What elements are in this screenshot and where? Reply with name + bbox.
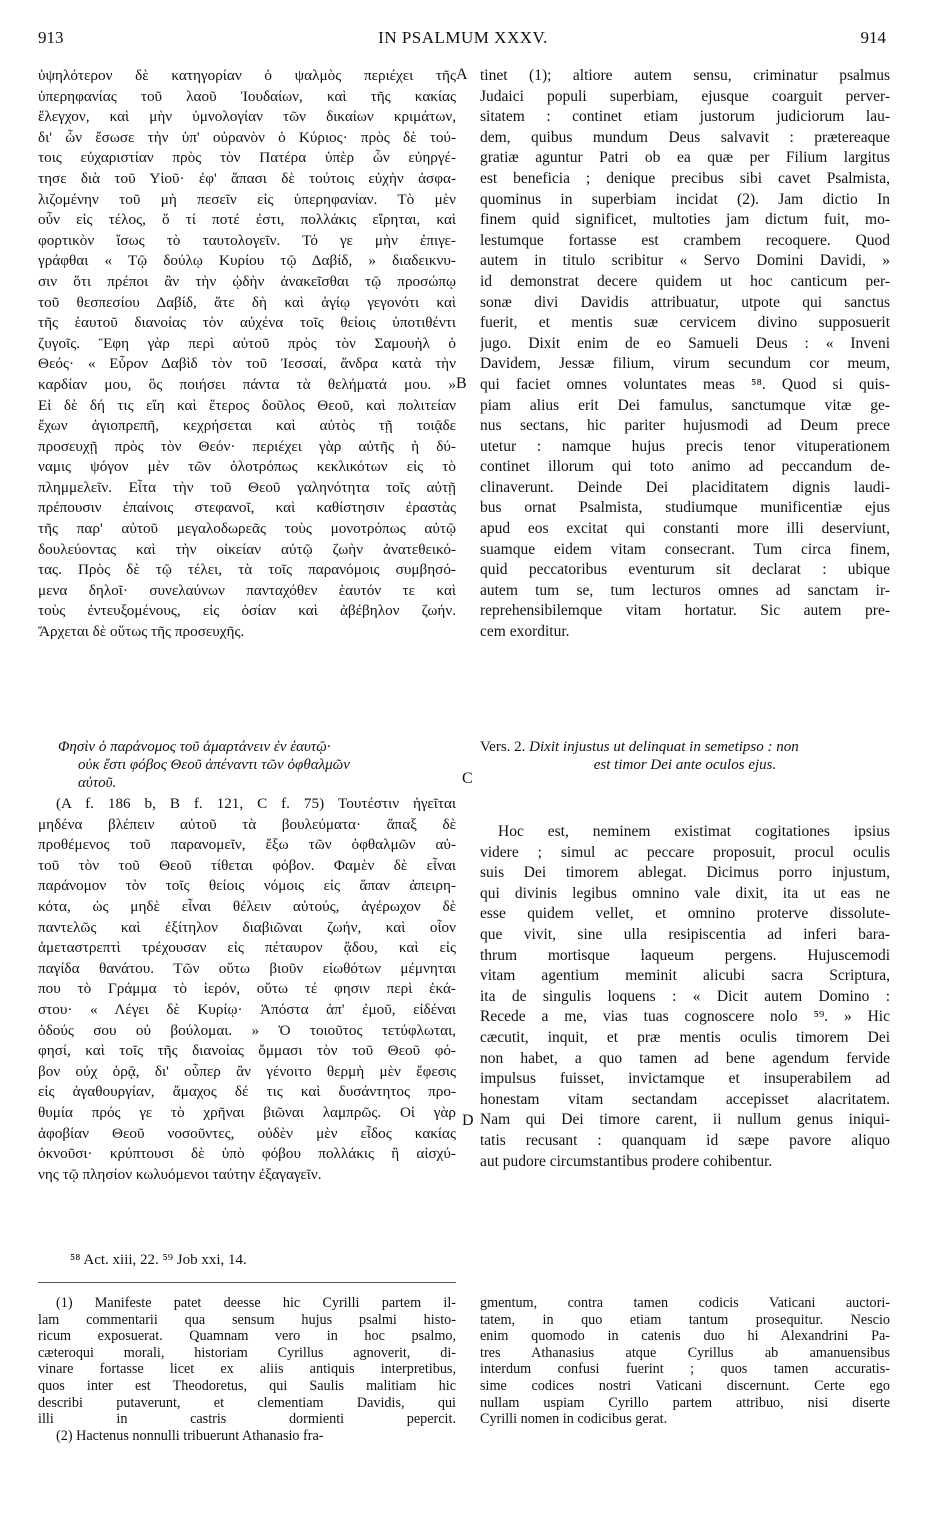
latin-line: lestumque fortasse est crambem recoquere. Quod xyxy=(480,231,890,249)
footnote-line: tatem, in quo etiam tantum prosequitur. Nescio xyxy=(480,1311,890,1328)
footnote-line: Cyrilli nomen in codicibus gerat. xyxy=(480,1411,668,1428)
latin-line: Hoc est, neminem existimat cogitationes ipsius xyxy=(498,823,890,840)
latin-line: utetur : namque hujus precis tenor vituperationem xyxy=(480,437,890,455)
greek-line: παράνομον τὸν τοῖς θείοις νόμοις εἰς ἅπαν ἀπειρη- xyxy=(38,877,456,895)
latin-line: impulsus fuisset, invictamque et insuperabilem ad xyxy=(480,1070,890,1088)
footnote-line: tres Athanasius atque Cyrillus ab amanuensibus xyxy=(480,1344,890,1361)
greek-line: φορτικὸν ἴσως τὸ ταυτολογεῖν. Τό γε μὴν ἐπιγε- xyxy=(38,231,456,249)
latin-commentary xyxy=(480,822,890,1172)
greek-line: ναμις ψόγον μὲν τῶν ὁλοτρόπως κεκλικότων εἰς τὸ xyxy=(38,458,456,476)
latin-line: jugo. Dixit enim de eo Samueli Deus : « Inveni xyxy=(480,334,890,352)
footnote-line: enim quomodo in catenis duo hi Alexandrini Pa- xyxy=(480,1328,890,1345)
latin-line: sonæ divi Davidis attribuatur, utpote qui sanctus xyxy=(480,293,890,311)
page-number-right: 914 xyxy=(860,28,886,47)
greek-column xyxy=(38,66,456,643)
latin-line: cæcutit, inquit, et præ mentis oculis timorem Dei xyxy=(480,1028,890,1046)
greek-line: τοῦ τὸν τοῦ Θεοῦ τίθεται φόβον. Φαμὲν δὲ εἶναι xyxy=(38,856,456,874)
latin-line: tinet (1); altiore autem sensu, criminatur psalmus xyxy=(480,67,890,84)
margin-letter-d: D xyxy=(462,1112,474,1129)
greek-line: παντελῶς καὶ ἐξίτηλον διαβιῶναι ζωήν, καὶ οἷον xyxy=(38,918,456,936)
latin-line: esse quidem vellet, et omnino proterve dissolute- xyxy=(480,905,890,923)
latin-line: aut pudore circumstantibus prodere cohibentur. xyxy=(480,1152,773,1170)
greek-line: πλημμελεῖν. Εἶτα τὴν τοῦ Θεοῦ γαληνότητα τοῖς αὐτῇ xyxy=(38,478,456,496)
latin-line: id demonstrat decere quidem ut hoc canticum per- xyxy=(480,272,890,290)
greek-line: τας. Πρὸς δὲ τῷ τέλει, τὰ τοῖς παρανόμοις συμβησό- xyxy=(38,561,456,579)
greek-line: ἔλεγχον, καὶ μὴν ὑμνολογίαν τῶν δικαίων κριμάτων, xyxy=(38,108,456,126)
latin-line: autem in titulo scribitur « Servo Domini Davidi, » xyxy=(480,252,890,270)
greek-line: ὑπερηφανίας τοῦ λαοῦ Ἰουδαίων, καὶ τῆς κακίας xyxy=(38,87,456,105)
greek-line: βον οὐχ ὁρᾷ, δι' οὗπερ ἂν γένοιτο θερμὴ μὲν ἔφεσις xyxy=(38,1062,456,1080)
footnote-line: ricum exposuerat. Quamnam vero in hoc psalmo, xyxy=(38,1328,456,1345)
latin-line: ita de singulis loquens : « Dicit autem Domino : xyxy=(480,987,890,1005)
latin-line: que vivit, sine ulla resipiscentia ad inferi bara- xyxy=(480,925,890,943)
greek-line: οὖν εἰς τέλος, ὅ τί ποτέ ἐστι, πολλάκις εἴρηται, καὶ xyxy=(38,211,456,229)
footnote-line: lam commentarii qua sensum hujus psalmi histo- xyxy=(38,1311,456,1328)
running-header xyxy=(0,28,926,52)
greek-line: ἀμεταστρεπτὶ τρέχουσαν εἰς πέταυρον ᾅδου, καὶ εἰς xyxy=(38,939,456,957)
latin-line: qui divinis legibus omnino vale dixit, ita ut eas ne xyxy=(480,884,890,902)
latin-line: qui faciet omnes voluntates meas ⁵⁸. Quod si quis- xyxy=(480,375,890,393)
footnotes-right xyxy=(480,1295,890,1428)
footnote-rule xyxy=(38,1282,456,1283)
greek-line: ὁδούς σου οὐ βούλομαι. » Ὁ τοιοῦτος τετύφλωται, xyxy=(38,1021,456,1039)
latin-line: suamque eidem vitam consecrant. Tum circa finem, xyxy=(480,540,890,558)
latin-line: videre ; simul ac peccare proposuit, procul oculis xyxy=(480,843,890,861)
footnote-line: (2) Hactenus nonnulli tribuerunt Athanasio fra- xyxy=(56,1427,324,1444)
greek-line: προθέμενος τοῦ παρανομεῖν, ἔξω τῶν ὀφθαλμῶν αὐ- xyxy=(38,836,456,854)
greek-line: μηδένα βλέπειν αὐτοῦ τὰ βουλεύματα· ἅπαξ δὲ xyxy=(38,815,456,833)
latin-line: Nam qui Dei timore carent, ii nullum genus iniqui- xyxy=(480,1111,890,1129)
greek-line: σιν ὅτι πρέποι ἂν τὴν ᾠδὴν ἀνακεῖσθαι τῷ προσώπῳ xyxy=(38,272,456,290)
latin-line: fuerit, et mentis suæ cervicem divino supposuerit xyxy=(480,314,890,332)
footnote-line: nullam uspiam Cyrillo partem attribuo, nisi diserte xyxy=(480,1394,890,1411)
greek-verse-line: αὐτοῦ. xyxy=(78,775,117,791)
greek-line: ἔχων ἁγιοπρεπῆ, κεχρήσεται καὶ αὐτὸς τῇ τοιᾷδε xyxy=(38,417,456,435)
latin-line: Recede a me, vias tuas cognoscere nolo ⁵⁹. » Hic xyxy=(480,1008,890,1026)
latin-line: est beneficia ; denique precibus sibi cavet Psalmista, xyxy=(480,169,890,187)
greek-line: θυμία πρός γε τὸ χρῆναι βιῶναι λαμπρῶς. Οἱ γὰρ xyxy=(38,1103,456,1121)
greek-line: τῆς παρ' αὐτοῦ μεγαλοδωρεᾶς τοὺς μονοτρόπως αὐτῷ xyxy=(38,520,456,538)
greek-line: ἀφοβίαν Θεοῦ νοσοῦντες, οὐδὲν μὲν εἶδος κακίας xyxy=(38,1124,456,1142)
greek-commentary xyxy=(38,794,456,1185)
latin-line: Judaici populi superbiam, ejusque coarguit perver- xyxy=(480,87,890,105)
greek-line: στου· « Λέγει δὲ Κυρίῳ· Ἀπόστα ἀπ' ἐμοῦ, εἰδέναι xyxy=(38,1000,456,1018)
latin-verse-line-1: Dixit injustus ut delinquat in semetipso : non xyxy=(529,739,799,755)
greek-line: καρδίαν μου, ὃς ποιήσει πάντα τὰ θελήματά μου. » xyxy=(38,375,456,393)
footnote-line: quos inter est Theodoretus, qui Saulis malitiam hic xyxy=(38,1377,456,1394)
footnote-line: gmentum, contra tamen codicis Vaticani auctori- xyxy=(480,1295,890,1311)
margin-letter-b: B xyxy=(456,375,467,392)
greek-verse xyxy=(58,738,458,792)
latin-verse-line-2: est timor Dei ante oculos ejus. xyxy=(593,757,777,773)
latin-line: tatis recusant : quanquam id sæpe pavore aliquo xyxy=(480,1131,890,1149)
greek-line: ὑψηλότερον δὲ κατηγορίαν ὁ ψαλμὸς περιέχει τῆς xyxy=(38,67,456,84)
latin-line: finem quid significet, multoties jam dictum fuit, mo- xyxy=(480,211,890,229)
greek-line: τοῦ θεσπεσίου Δαβίδ, ἅτε δὴ καὶ ἁγίῳ γεγονότι καὶ xyxy=(38,293,456,311)
running-title: IN PSALMUM XXXV. xyxy=(378,28,548,47)
verse-label: Vers. 2. xyxy=(480,739,526,755)
footnote-line: cæteroqui morali, historiam Cyrillus agnoverit, di- xyxy=(38,1344,456,1361)
latin-line: quominus in superbiam incidat (2). Jam dictio In xyxy=(480,190,890,208)
latin-line: honestam vitam sectandam accepisset alacritatem. xyxy=(480,1090,890,1108)
latin-line: apud eos excitat qui constanti more illi deserviunt, xyxy=(480,520,890,538)
greek-line: μενα δηλοῖ· συνελαύνων πανταχόθεν ἑαυτόν τε καὶ xyxy=(38,581,456,599)
greek-line: τησε διὰ τοῦ Υἱοῦ· ἐφ' ἅπασι δὲ τούτοις εὐχὴν ἀσφα- xyxy=(38,169,456,187)
latin-line: gratiæ aguntur Patri ob ea quæ per Filium largitus xyxy=(480,149,890,167)
latin-column xyxy=(480,66,890,643)
latin-line: nus sectans, hic pariter hujusmodi ad Deum prece xyxy=(480,417,890,435)
greek-verse-line: οὐκ ἔστι φόβος Θεοῦ ἀπέναντι τῶν ὀφθαλμῶν xyxy=(78,757,350,773)
greek-line: τοὺς ἐντευξομένους, εἰς ὁσίαν καὶ ἀβέβηλον ζωήν. xyxy=(38,602,456,620)
latin-line: non habet, a quo tamen ad bene agendum fervide xyxy=(480,1049,890,1067)
greek-line: ζυγοῖς. Ἔφη γὰρ περὶ αὐτοῦ πρὸς τὸν Σαμουὴλ ὁ xyxy=(38,334,456,352)
footnote-line: illi in castris dormienti pepercit. xyxy=(38,1411,456,1428)
latin-line: dem, quibus mundum Deus salvavit : prætereaque xyxy=(480,128,890,146)
footnotes-left xyxy=(38,1295,456,1444)
greek-line: Θεός· « Εὗρον Δαβὶδ τὸν τοῦ Ἰεσσαί, ἄνδρα κατὰ τὴν xyxy=(38,355,456,373)
footnote-line: sime codices nostri Vaticani discernunt. Certe ego xyxy=(480,1377,890,1394)
footnote-line: vinare fortasse licet ex aliis antiquis interpretibus, xyxy=(38,1361,456,1378)
greek-line: που τὸ Γράμμα τὸ ἱερόν, οὕτω τέ φησιν περὶ ἑκά- xyxy=(38,980,456,998)
greek-line: Ἄρχεται δὲ οὕτως τῆς προσευχῆς. xyxy=(38,623,245,641)
greek-verse-line: Φησὶν ὁ παράνομος τοῦ ἁμαρτάνειν ἐν ἑαυτῷ· xyxy=(58,739,331,755)
footnote-line: (1) Manifeste patet deesse hic Cyrilli partem il- xyxy=(56,1295,456,1311)
latin-line: sitatem : continet etiam justorum judiciorum lau- xyxy=(480,108,890,126)
greek-line: παγίδα θανάτου. Τῶν οὕτω βιοῦν εἰωθότων μέμνηται xyxy=(38,959,456,977)
greek-line: προσευχῇ πρὸς τὸν Θεόν· περιέχει γὰρ αὐτῆς ἡ δύ- xyxy=(38,437,456,455)
latin-line: reprehensibilemque vitam hortatur. Sic autem pre- xyxy=(480,602,890,620)
latin-line: bus ornat Psalmista, studiumque munificentiæ ejus xyxy=(480,499,890,517)
greek-line: λιζομένην τοῦ μὴ πεσεῖν εἰς ὑπερηφανίαν. Τὸ μὲν xyxy=(38,190,456,208)
latin-line: clinaverunt. Deinde Dei placiditatem dignis laudi- xyxy=(480,478,890,496)
greek-line: ὀκνοῦσι· κρύπτουσι δὲ ὑπὸ φόβου πολλάκις ἢ αἰσχύ- xyxy=(38,1145,456,1163)
latin-line: quid peccatoribus eventurum sit declarat : ubique xyxy=(480,561,890,579)
greek-line: νης τῷ πλησίον κωλυόμενοι ταύτην ἐξαγαγεῖν. xyxy=(38,1165,322,1183)
latin-verse xyxy=(480,738,890,774)
greek-line: γράφθαι « Τῷ δούλῳ Κυρίου τῷ Δαβίδ, » διαδεικνυ- xyxy=(38,252,456,270)
margin-letter-c: C xyxy=(462,770,473,787)
greek-line: δουλεύοντας καὶ τὴν οἰκείαν αὐτῷ ζωὴν ἀνατεθεικό- xyxy=(38,540,456,558)
footnote-line: describi putaverunt, et clementiam Davidis, qui xyxy=(38,1394,456,1411)
latin-line: thrum mortisque laqueum pergens. Hujuscemodi xyxy=(480,946,890,964)
greek-line: εἰς ἀγαθουργίαν, ἄμαχος δέ τις καὶ δυσάντητος προ- xyxy=(38,1083,456,1101)
latin-line: suis Dei timorem ablegat. Dicimus porro injustum, xyxy=(480,864,890,882)
latin-line: vitam agentium meminit alicubi sacra Scriptura, xyxy=(480,967,890,985)
greek-line: τοις εὐχαριστίαν πρὸς τὸν Πατέρα ὑπὲρ ὧν εὐηργέ- xyxy=(38,149,456,167)
greek-line: φησί, καὶ τοῖς τῆς διανοίας ὄμμασι τὸν τοῦ Θεοῦ φό- xyxy=(38,1042,456,1060)
latin-line: autem tum se, tum lecturos omnes ad sanctam ir- xyxy=(480,581,890,599)
margin-letter-a: A xyxy=(456,66,468,83)
greek-line: κότα, ὡς μηδὲ εἶναι θέλειν αὐτούς, ἀγέρωχον δὲ xyxy=(38,897,456,915)
latin-line: piam alius erit Dei famulus, sanctumque vitæ ge- xyxy=(480,396,890,414)
latin-line: Davidem, Jessæ filium, virum secundum cor meum, xyxy=(480,355,890,373)
latin-line: cem exorditur. xyxy=(480,623,570,641)
greek-line: πρέπουσιν ἐπαίνοις στεφανοῖ, καὶ καθίστησιν ἐραστὰς xyxy=(38,499,456,517)
greek-line: Εἰ δὲ δή τις εἴη καὶ ἕτερος δοῦλος Θεοῦ, καὶ πολιτείαν xyxy=(38,396,456,414)
greek-line: τῆς ἑαυτοῦ διανοίας τὸν αὐχένα τοῖς θείοις ὑποτιθέντι xyxy=(38,314,456,332)
greek-line: (A f. 186 b, B f. 121, C f. 75) Τουτέστιν ἡγεῖται xyxy=(56,795,456,812)
scripture-references: ⁵⁸ Act. xiii, 22. ⁵⁹ Job xxi, 14. xyxy=(70,1252,247,1268)
footnote-line: interdum confusi fuerint ; quos tamen accuratis- xyxy=(480,1361,890,1378)
greek-line: δι' ὧν ἔσωσε τὴν ὑπ' οὐρανὸν ὁ Κύριος· πρὸς δὲ τού- xyxy=(38,128,456,146)
latin-line: continet illorum qui toto animo ad peccandum de- xyxy=(480,458,890,476)
page-number-left: 913 xyxy=(38,28,64,47)
